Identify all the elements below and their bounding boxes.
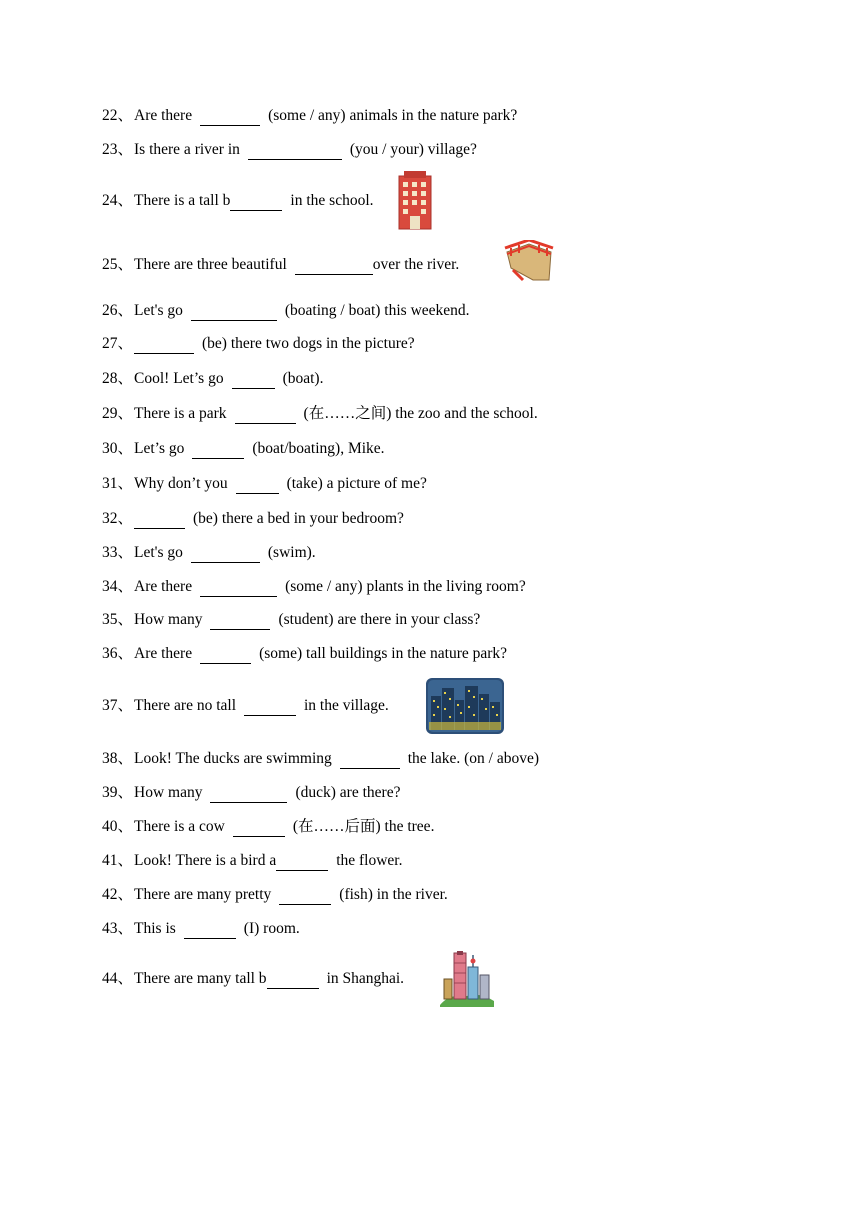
answer-blank[interactable] [232, 373, 275, 389]
question-41: 41 、 Look! There is a bird a the flower. [102, 852, 403, 869]
question-29: 29 、 There is a park (在……之间) the zoo and the school. [102, 405, 538, 422]
question-37: 37 、 There are no tall in the village. [102, 697, 389, 714]
question-number: 22 [102, 107, 118, 124]
question-32: 32 、 (be) there a bed in your bedroom? [102, 510, 404, 527]
bridge-icon [503, 240, 555, 284]
answer-blank[interactable] [192, 443, 244, 459]
answer-blank[interactable] [184, 923, 236, 939]
answer-blank[interactable] [230, 195, 282, 211]
skyscrapers-icon [440, 949, 494, 1007]
answer-blank[interactable] [134, 513, 185, 529]
question-22: 22 、 Are there (some / any) animals in the nature park? [102, 107, 518, 124]
question-33: 33 、 Let's go (swim). [102, 544, 316, 561]
question-40: 40 、 There is a cow (在……后面) the tree. [102, 818, 435, 835]
question-text-after: (some / any) animals in the nature park? [268, 107, 518, 124]
question-24: 24 、 There is a tall b in the school. [102, 192, 374, 209]
answer-blank[interactable] [279, 889, 331, 905]
question-34: 34 、 Are there (some / any) plants in the living room? [102, 578, 526, 595]
question-43: 43 、 This is (I) room. [102, 920, 300, 937]
question-28: 28 、 Cool! Let’s go (boat). [102, 370, 324, 387]
question-text-before: Are there [134, 107, 193, 124]
question-36: 36 、 Are there (some) tall buildings in the nature park? [102, 645, 508, 662]
answer-blank[interactable] [210, 787, 287, 803]
red-building-icon [396, 170, 434, 230]
question-42: 42 、 There are many pretty (fish) in the river. [102, 886, 448, 903]
question-27: 27 、 (be) there two dogs in the picture? [102, 335, 415, 352]
question-26: 26 、 Let's go (boating / boat) this weekend. [102, 302, 470, 319]
question-23: 23 、 Is there a river in (you / your) village? [102, 141, 477, 158]
night-city-icon [426, 678, 504, 734]
answer-blank[interactable] [276, 855, 328, 871]
answer-blank[interactable] [244, 700, 296, 716]
question-25: 25 、 There are three beautiful over the river. [102, 256, 460, 273]
answer-blank[interactable] [200, 648, 251, 664]
answer-blank[interactable] [340, 753, 400, 769]
answer-blank[interactable] [191, 547, 260, 563]
answer-blank[interactable] [210, 614, 270, 630]
answer-blank[interactable] [248, 144, 342, 160]
question-38: 38 、 Look! The ducks are swimming the lake. (on / above) [102, 750, 540, 767]
answer-blank[interactable] [236, 478, 279, 494]
answer-blank[interactable] [267, 973, 319, 989]
answer-blank[interactable] [191, 305, 277, 321]
answer-blank[interactable] [235, 408, 296, 424]
answer-blank[interactable] [200, 110, 260, 126]
question-39: 39 、 How many (duck) are there? [102, 784, 401, 801]
question-35: 35 、 How many (student) are there in your class? [102, 611, 481, 628]
answer-blank[interactable] [200, 581, 277, 597]
question-31: 31 、 Why don’t you (take) a picture of me? [102, 475, 427, 492]
answer-blank[interactable] [233, 821, 285, 837]
answer-blank[interactable] [295, 259, 373, 275]
question-30: 30 、 Let’s go (boat/boating), Mike. [102, 440, 385, 457]
question-44: 44 、 There are many tall b in Shanghai. [102, 970, 405, 987]
answer-blank[interactable] [134, 338, 194, 354]
